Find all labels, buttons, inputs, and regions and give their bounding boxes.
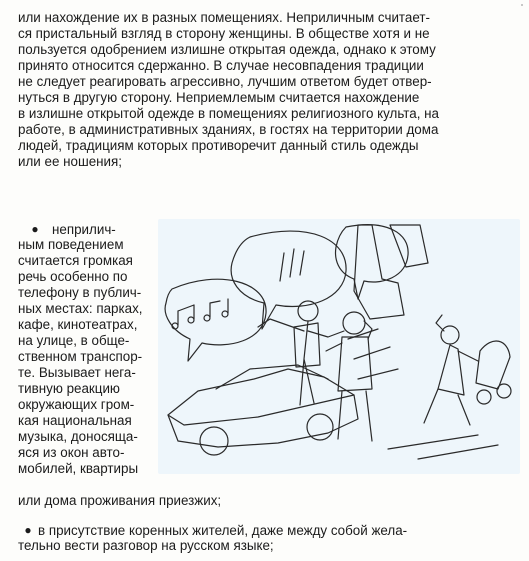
text-line: неприлич- xyxy=(52,222,116,237)
text-line: ным поведением xyxy=(18,237,124,252)
text-line: кафе, кинотеатрах, xyxy=(18,317,138,332)
text-line: ся пристальный взгляд в сторону женщины. В обществе хотя и не xyxy=(18,26,430,41)
text-line: или нахождение их в разных помещениях. Неприличным считает- xyxy=(18,10,430,25)
text-line: ных местах: парках, xyxy=(18,301,143,316)
car-icon xyxy=(168,365,358,455)
building-icon xyxy=(354,225,404,319)
text-line: музыка, доносяща- xyxy=(18,429,138,444)
text-line: людей, традициям которых противоречит данный стиль одежды xyxy=(18,138,419,153)
text-line: нуться в другую сторону. Неприемлемым считается нахождение xyxy=(18,90,420,105)
speech-bubble-icon xyxy=(165,279,266,361)
man-phone-icon xyxy=(326,312,372,441)
text-line: или ее ношения; xyxy=(18,154,122,169)
top-paragraph xyxy=(18,10,439,170)
music-notes-icon xyxy=(172,299,228,329)
text-line: ственном транспор- xyxy=(18,349,143,364)
text-line: или дома проживания приезжих; xyxy=(18,493,222,508)
text-line: принято относится сдержанно. В случае несовпадения традиции xyxy=(18,58,424,73)
woman-stroller-icon xyxy=(424,315,511,425)
bullet-icon: ● xyxy=(31,222,39,236)
text-line: телефону в публич- xyxy=(18,285,142,300)
text-line: тельно вести разговор на русском языке; xyxy=(18,538,274,553)
speech-bubble-icon xyxy=(231,231,346,329)
page-mark xyxy=(521,4,523,6)
text-line: яся из окон авто- xyxy=(18,445,125,460)
bullet-paragraph-loud-speech xyxy=(18,221,143,477)
man-raised-arms-icon xyxy=(258,301,344,405)
text-line: в излишне открытой одежде в помещениях религиозного культа, на xyxy=(18,106,439,121)
text-line: речь особенно по xyxy=(18,269,128,284)
speech-bubble-icon xyxy=(336,225,409,299)
text-line: окружающих гром- xyxy=(18,397,135,412)
text-line: не следует реагировать агрессивно, лучшим ответом будет отвер- xyxy=(18,74,432,89)
illustration-loud-behaviour xyxy=(158,219,520,474)
bullet-icon: ● xyxy=(24,523,32,537)
text-line: работе, в административных зданиях, в гостях на территории дома xyxy=(18,122,439,137)
sketch-drawing xyxy=(158,219,520,474)
text-line: пользуется одобрением излишне открытая одежда, однако к этому xyxy=(18,42,436,57)
text-line: на улице, в обще- xyxy=(18,333,130,348)
text-line: считается громкая xyxy=(18,253,133,268)
text-line: тивную реакцию xyxy=(18,381,120,396)
text-line: мобилей, квартиры xyxy=(18,461,139,476)
text-line: те. Вызывает нега- xyxy=(18,365,136,380)
text-line: кая национальная xyxy=(18,413,132,428)
paragraph-continuation xyxy=(18,493,221,509)
bullet-paragraph-language xyxy=(18,522,407,554)
text-line: в присутствие коренных жителей, даже между собой жела- xyxy=(38,523,408,538)
